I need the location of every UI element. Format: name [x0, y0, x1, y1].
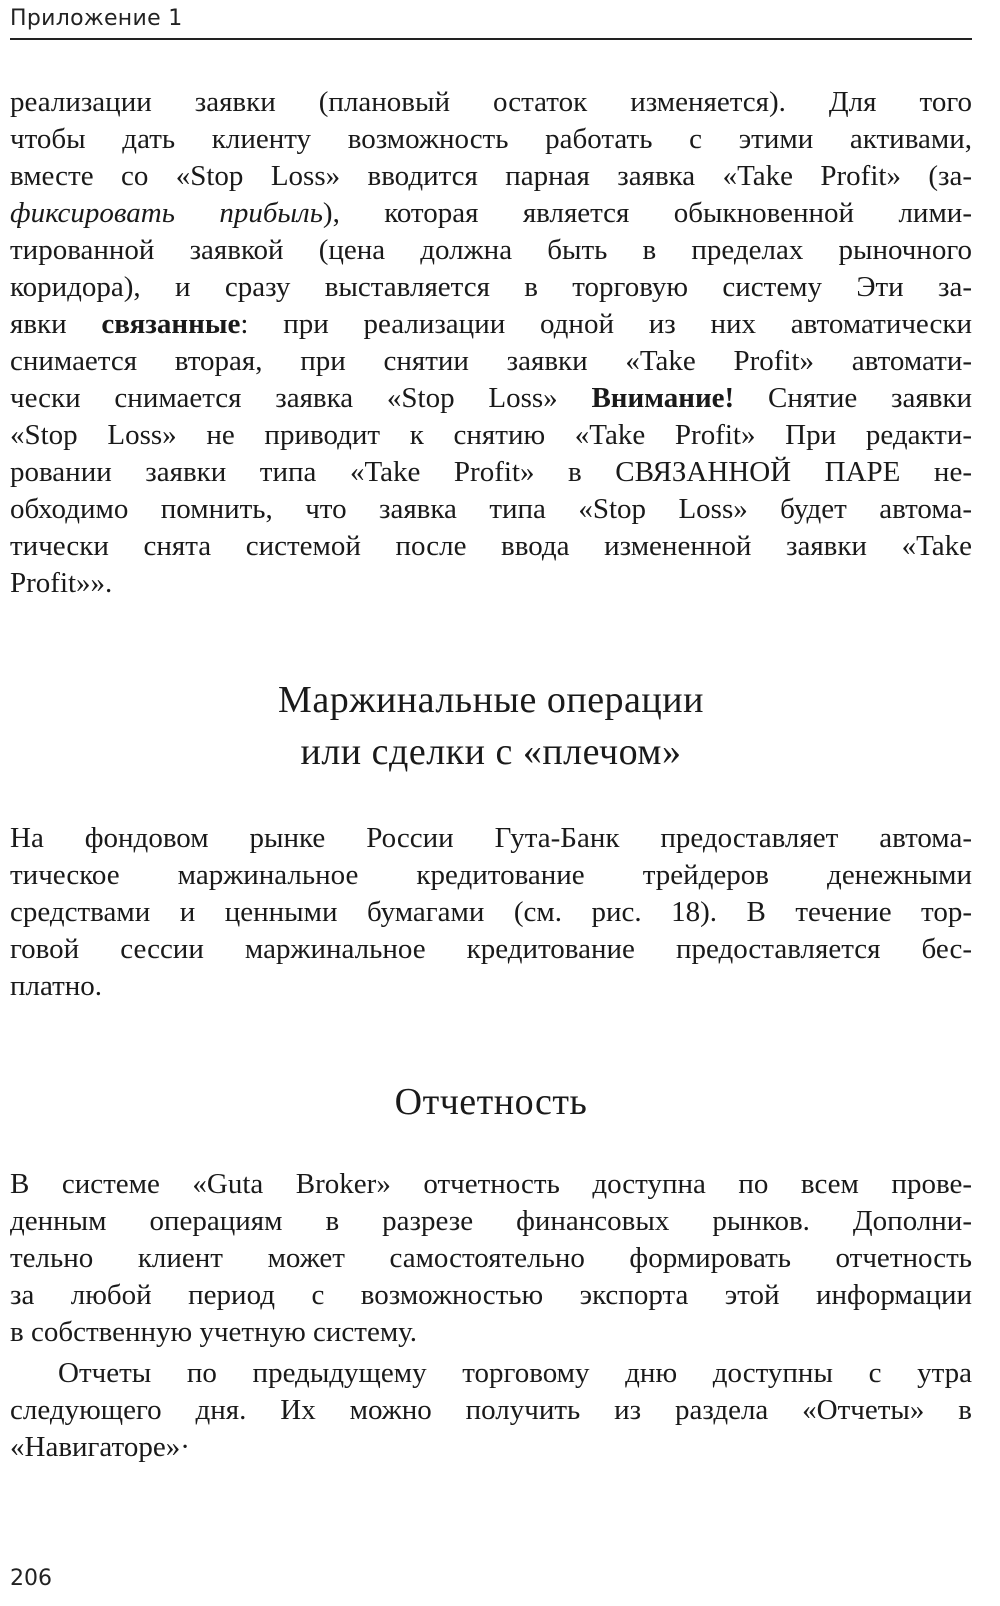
text-line: тически снята системой после ввода измененной заявки «Take — [10, 530, 972, 562]
text-line: «Навигаторе»· — [10, 1431, 190, 1463]
text-line: тированной заявкой (цена должна быть в пределах рыночного — [10, 234, 972, 266]
bold-term: связанные — [101, 308, 241, 340]
text-line — [10, 195, 972, 232]
text-line: чтобы дать клиенту возможность работать с этими активами, — [10, 123, 972, 155]
text-line: ровании заявки типа «Take Profit» в СВЯЗАННОЙ ПАРЕ не- — [10, 456, 972, 488]
text-line — [10, 380, 972, 417]
text-line: денным операциям в разрезе финансовых рынков. Дополни- — [10, 1205, 972, 1237]
paragraph-margin-lending — [10, 820, 972, 1005]
text-line: обходимо помнить, что заявка типа «Stop Loss» будет автома- — [10, 493, 972, 525]
text-line: В системе «Guta Broker» отчетность доступна по всем прове- — [10, 1168, 972, 1200]
text-line: вместе со «Stop Loss» вводится парная заявка «Take Profit» (за- — [10, 160, 972, 192]
section-heading-reporting: Отчетность — [394, 1081, 588, 1123]
text-line — [10, 306, 972, 343]
section-heading-margin — [10, 674, 972, 778]
text-line: Отчеты по предыдущему торговому дню доступны с утра — [58, 1357, 972, 1389]
paragraph-stop-loss — [10, 84, 972, 602]
paragraph-reporting — [10, 1166, 972, 1351]
text-line: платно. — [10, 970, 103, 1002]
text-fragment: Снятие заявки — [734, 382, 973, 414]
text-line: тическое маржинальное кредитование трейдеров денежными — [10, 859, 972, 891]
bold-warning: Внимание! — [591, 382, 735, 414]
italic-phrase: фиксировать прибыль — [10, 197, 323, 229]
heading-line: Маржинальные операции — [278, 679, 704, 721]
text-line: говой сессии маржинальное кредитование предоставляется бес- — [10, 933, 972, 965]
header-rule — [10, 38, 972, 40]
text-line: следующего дня. Их можно получить из раздела «Отчеты» в — [10, 1394, 972, 1426]
running-head: Приложение 1 — [10, 6, 183, 31]
text-fragment: ), которая является обыкновенной лими- — [322, 197, 972, 229]
text-line: реализации заявки (плановый остаток изменяется). Для того — [10, 86, 972, 118]
text-line: в собственную учетную систему. — [10, 1316, 418, 1348]
page-number: 206 — [10, 1566, 52, 1591]
heading-line: или сделки с «плечом» — [300, 731, 682, 773]
text-line: На фондовом рынке России Гута-Банк предоставляет автома- — [10, 822, 972, 854]
text-fragment: явки — [10, 308, 102, 340]
text-fragment: чески снимается заявка «Stop Loss» — [10, 382, 592, 414]
paragraph-reports-access — [10, 1355, 972, 1466]
text-line: средствами и ценными бумагами (см. рис. 18). В течение тор- — [10, 896, 972, 928]
text-line: Profit»». — [10, 567, 113, 599]
text-line: снимается вторая, при снятии заявки «Take Profit» автомати- — [10, 345, 972, 377]
text-fragment: : при реализации одной из них автоматически — [240, 308, 972, 340]
text-line: за любой период с возможностью экспорта этой информации — [10, 1279, 972, 1311]
text-line: тельно клиент может самостоятельно формировать отчетность — [10, 1242, 972, 1274]
book-page — [10, 0, 972, 1606]
text-line: коридора), и сразу выставляется в торговую систему Эти за- — [10, 271, 972, 303]
text-line: «Stop Loss» не приводит к снятию «Take Profit» При редакти- — [10, 419, 972, 451]
